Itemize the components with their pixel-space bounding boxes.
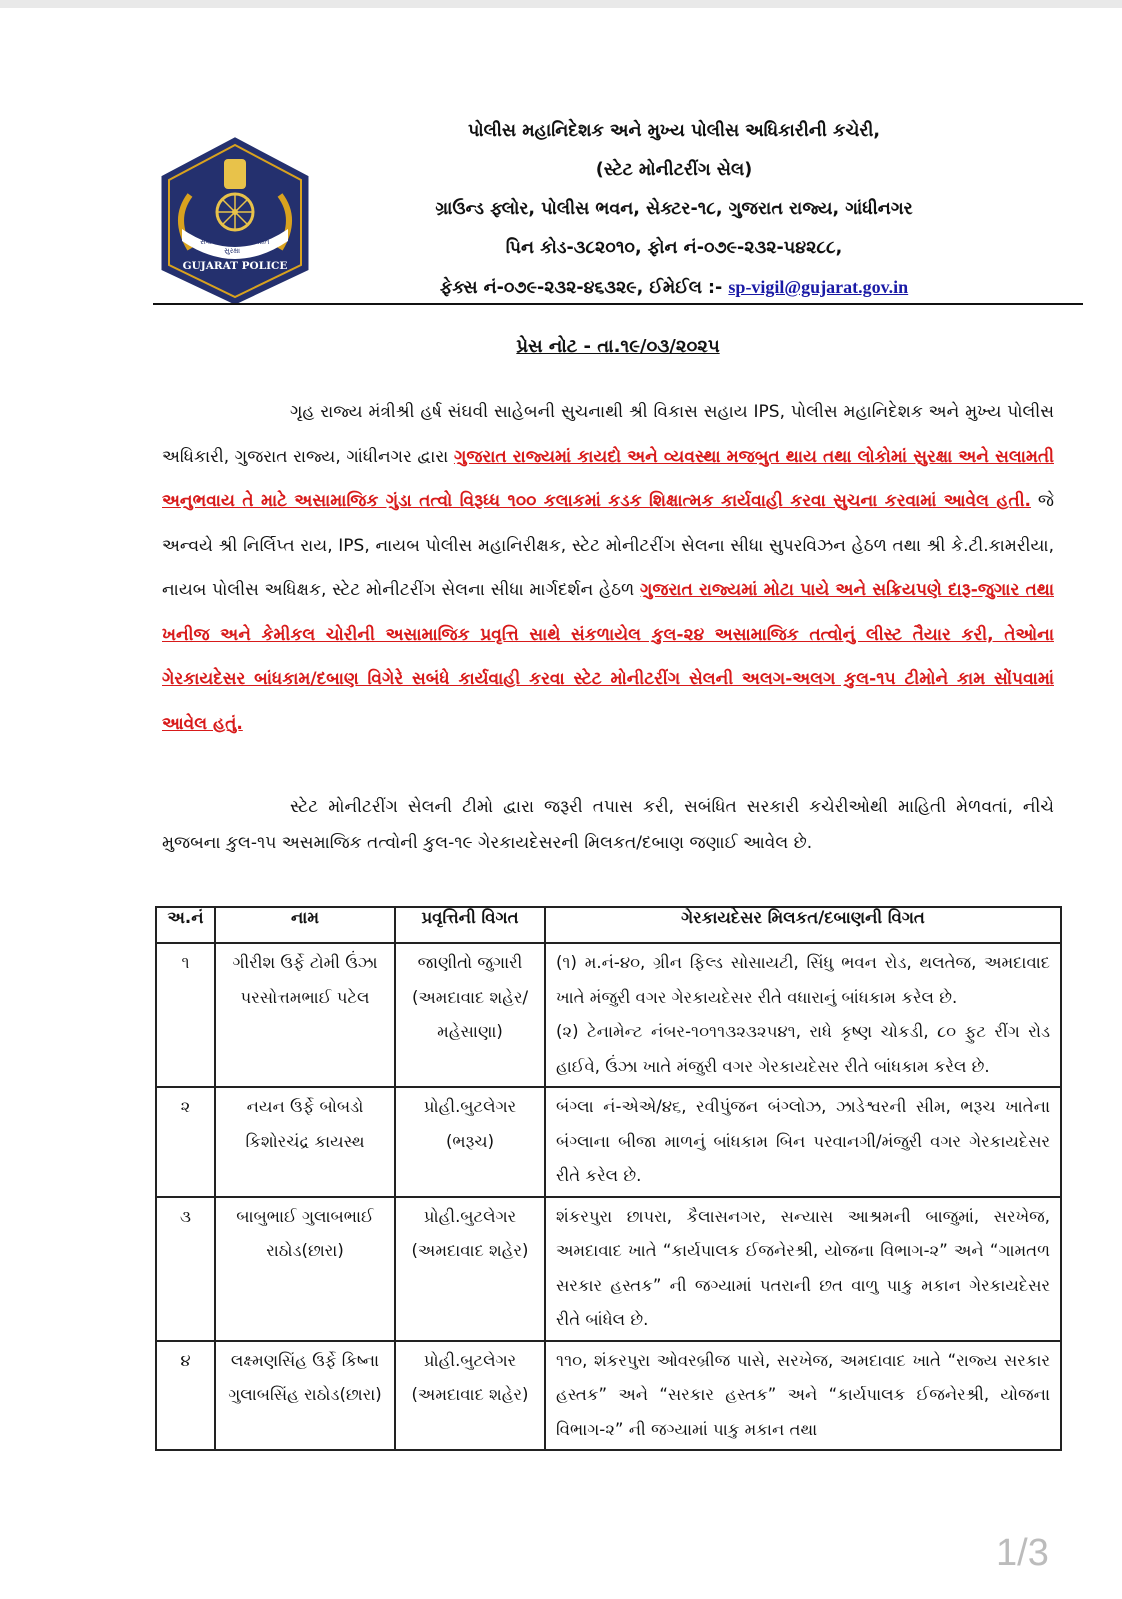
col-header-activity: પ્રવૃત્તિની વિગત bbox=[395, 907, 545, 943]
details-cell bbox=[545, 1341, 1061, 1451]
table-header-row bbox=[156, 907, 1061, 943]
activity-cell: પ્રોહી.બુટલેગર (અમદાવાદ શહેર) bbox=[395, 1341, 545, 1451]
svg-text:શાંતિ: શાંતિ bbox=[256, 238, 270, 246]
svg-text:સુરક્ષા: સુરક્ષા bbox=[224, 247, 241, 255]
paragraph-1-part-2: જે અન્વયે શ્રી નિર્લિપ્ત રાય, IPS, નાયબ પોલીસ મહાનિરીક્ષક, સ્ટેટ મોનીટરીંગ સેલના સીધા સુપરવિઝન હેઠળ તથા શ્રી કે.ટી.કામરીયા, નાયબ પોલીસ અધિક્ષક, સ્ટેટ મોનીટરીંગ સેલના સીધા માર્ગદર્શન હેઠળ bbox=[162, 491, 1054, 600]
paragraph-1-part-1: ગૃહ રાજ્ય મંત્રીશ્રી હર્ષ સંઘવી સાહેબની સુચનાથી શ્રી વિકાસ સહાય IPS, પોલીસ મહાનિદેશક અને મુખ્ય પોલીસ અધિકારી, ગુજરાત રાજ્ય, ગાંધીનગર દ્વારા bbox=[162, 402, 1054, 467]
details-cell bbox=[545, 943, 1061, 1087]
email-link[interactable]: sp-vigil@gujarat.gov.in bbox=[728, 277, 909, 297]
header-pin-phone: પિન કોડ-૩૮૨૦૧૦, ફોન નં-૦૭૯-૨૩૨-૫૪૨૮૮, bbox=[505, 238, 843, 258]
paragraph-2: સ્ટેટ મોનીટરીંગ સેલની ટીમો દ્વારા જરૂરી તપાસ કરી, સબંધિત સરકારી કચેરીઓથી માહિતી મેળવતાં, નીચે મુજબના કુલ-૧૫ અસમાજિક તત્વોની કુલ-૧૯ ગેરકાયદેસરની મિલકત/દબાણ જણાઈ આવેલ છે. bbox=[162, 797, 1054, 853]
details-item: (૧) મ.નં-૪૦, ગ્રીન ફિલ્ડ સોસાયટી, સિંધુ ભવન રોડ, થલતેજ, અમદાવાદ ખાતે મંજુરી વગર ગેરકાયદેસર રીતે વધારાનું બાંધકામ કરેલ છે. bbox=[556, 953, 1050, 1007]
serial-cell: ૪ bbox=[156, 1341, 215, 1451]
highlight-instruction: ગુજરાત રાજ્યમાં કાયદો અને વ્યવસ્થા મજબુત થાય તથા લોકોમાં સુરક્ષા અને સલામતી અનુભવાય તે માટે અસામાજિક ગુંડા તત્વો વિરૂધ્ધ ૧૦૦ કલાકમાં કડક શિક્ષાત્મક કાર્યવાહી કરવા સુચના કરવામાં આવેલ હતી. bbox=[162, 446, 1054, 511]
details-cell bbox=[545, 1197, 1061, 1341]
col-header-name: નામ bbox=[215, 907, 395, 943]
details-item: (૨) ટેનામેન્ટ નંબર-૧૦૧૧૩૨૩૨૫૪૧, રાધે કૃષ્ણ ચોકડી, ૮૦ ફુટ રીંગ રોડ હાઈવે, ઉંઝા ખાતે મંજુરી વગર ગેરકાયદેસર રીતે બાંધકામ કરેલ છે. bbox=[556, 1022, 1050, 1076]
table-row bbox=[156, 1087, 1061, 1197]
details-item: ૧૧૦, શંકરપુરા ઓવરબ્રીજ પાસે, સરખેજ, અમદાવાદ ખાતે “રાજ્ય સરકાર હસ્તક” અને “સરકાર હસ્તક” અને “કાર્યપાલક ઈજનેરશ્રી, યોજના વિભાગ-૨” ની જગ્યામાં પાકુ મકાન તથા bbox=[556, 1350, 1050, 1439]
highlight-task: ગુજરાત રાજ્યમાં મોટા પાયે અને સક્રિયપણે દારૂ-જુગાર તથા ખનીજ અને કેમીકલ ચોરીની અસામાજિક પ્રવૃત્તિ સાથે સંકળાયેલ કુલ-૨૪ અસામાજિક તત્વોનું લીસ્ટ તૈયાર કરી, તેઓના ગેરકાયદેસર બાંધકામ/દબાણ વિગેરે સબંધે કાર્યવાહી કરવા સ્ટેટ મોનીટરીંગ સેલની અલગ-અલગ કુલ-૧૫ ટીમોને કામ સોંપવામાં આવેલ હતું. bbox=[162, 580, 1054, 734]
header-divider bbox=[153, 303, 1083, 305]
name-cell: બાબુભાઈ ગુલાબભાઈ રાઠોડ(છારા) bbox=[215, 1197, 395, 1341]
table-row bbox=[156, 1197, 1061, 1341]
details-cell bbox=[545, 1087, 1061, 1197]
activity-cell: પ્રોહી.બુટલેગર (અમદાવાદ શહેર) bbox=[395, 1197, 545, 1341]
table-row bbox=[156, 943, 1061, 1087]
gujarat-police-emblem-icon bbox=[160, 137, 310, 305]
header-fax-email bbox=[330, 268, 1018, 308]
properties-table bbox=[155, 906, 1062, 1451]
svg-text:GUJARAT POLICE: GUJARAT POLICE bbox=[182, 260, 288, 272]
name-cell: નયન ઉર્ફે બોબડો કિશોરચંદ્ર કાયસ્થ bbox=[215, 1087, 395, 1197]
name-cell: લક્ષ્મણસિંહ ઉર્ફે કિષ્ના ગુલાબસિંહ રાઠોડ(છારા) bbox=[215, 1341, 395, 1451]
top-bar bbox=[0, 0, 1122, 8]
col-header-details: ગેરકાયદેસર મિલકત/દબાણની વિગત bbox=[545, 907, 1061, 943]
serial-cell: ૧ bbox=[156, 943, 215, 1087]
header-office-name: પોલીસ મહાનિદેશક અને મુખ્ય પોલીસ અધિકારીની કચેરી, bbox=[467, 121, 881, 141]
office-header bbox=[330, 112, 1018, 308]
header-cell-name: (સ્ટેટ મોનીટરીંગ સેલ) bbox=[595, 160, 753, 180]
press-note-title: પ્રેસ નોટ - તા.૧૯/૦૩/૨૦૨૫ bbox=[516, 336, 720, 357]
serial-cell: ૨ bbox=[156, 1087, 215, 1197]
serial-cell: ૩ bbox=[156, 1197, 215, 1341]
activity-cell: પ્રોહી.બુટલેગર (ભરૂચ) bbox=[395, 1087, 545, 1197]
col-header-serial: અ.નં bbox=[156, 907, 215, 943]
name-cell: ગીરીશ ઉર્ફે ટોમી ઉંઝા પરસોત્તમભાઈ પટેલ bbox=[215, 943, 395, 1087]
header-fax: ફેક્સ નં-૦૭૯-૨૩૨-૪૬૩૨૯, ઈમેઈલ :- bbox=[439, 278, 729, 298]
header-address: ગ્રાઉન્ડ ફ્લોર, પોલીસ ભવન, સેક્ટર-૧૮, ગુજરાત રાજ્ય, ગાંધીનગર bbox=[435, 199, 913, 219]
paragraph-1 bbox=[162, 390, 1054, 746]
table-row bbox=[156, 1341, 1061, 1451]
svg-text:સેવા: સેવા bbox=[200, 238, 212, 246]
details-item: બંગ્લા નં-એએ/૪૬, રવીપુંજન બંગ્લોઝ, ઝાડેશ્વરની સીમ, ભરૂચ ખાતેના બંગ્લાના બીજા માળનું બાંધકામ બિન પરવાનગી/મંજુરી વગર ગેરકાયદેસર રીતે કરેલ છે. bbox=[556, 1097, 1050, 1185]
page-indicator: 1/3 bbox=[996, 1532, 1049, 1574]
details-item: શંકરપુરા છાપરા, કૈલાસનગર, સન્યાસ આશ્રમની બાજુમાં, સરખેજ, અમદાવાદ ખાતે “કાર્યપાલક ઈજનેરશ્રી, યોજના વિભાગ-૨” અને “ગામતળ સરકાર હસ્તક” ની જગ્યામાં પતરાની છત વાળુ પાકુ મકાન ગેરકાયદેસર રીતે બાંધેલ છે. bbox=[556, 1206, 1050, 1329]
activity-cell: જાણીતો જુગારી (અમદાવાદ શહેર/મહેસાણા) bbox=[395, 943, 545, 1087]
